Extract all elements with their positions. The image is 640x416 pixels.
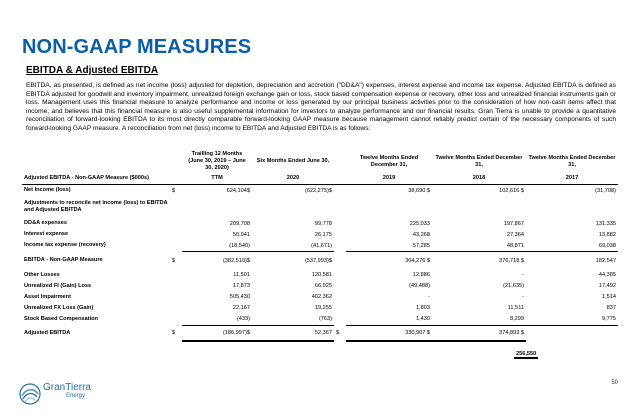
cell-2018: 376,718 $ — [499, 257, 524, 264]
cell-2017: 837 — [606, 305, 616, 311]
table-row — [22, 270, 618, 281]
logo-swirl-icon — [18, 382, 42, 406]
cell-2020: 52,367 — [252, 325, 334, 341]
row-label: DD&A expenses — [24, 220, 68, 226]
column-header-2018: Twelve Months Ended December 31, — [435, 154, 523, 168]
table-row — [22, 229, 618, 240]
cell-2019: 1,803 — [416, 305, 430, 311]
cell-2019: 330,907 $ — [346, 325, 432, 341]
cell-2017: 44,385 — [598, 272, 616, 278]
table-row — [22, 325, 618, 341]
cell-ttm: 11,501 — [233, 272, 250, 278]
cell-2018: (21,635) — [503, 283, 524, 289]
period-2020: 2020 — [286, 175, 300, 181]
row-label: EBITDA - Non-GAAP Measure — [24, 257, 103, 263]
cell-2019: 38,690 $ — [408, 187, 430, 194]
cell-2019: 43,268 — [412, 231, 430, 238]
row-label: Adjusted EBITDA — [24, 329, 71, 336]
column-header-row — [22, 151, 618, 172]
currency-symbol: $ — [336, 330, 340, 336]
cell-ttm: 50,941 — [232, 231, 250, 238]
cell-2018: 27,364 — [506, 231, 524, 238]
cell-2017: (31,708) — [595, 187, 616, 194]
cell-ttm: (382,510)$ — [222, 257, 250, 264]
row-label: Stock Based Compensation — [24, 315, 98, 322]
cell-2018: - — [522, 272, 524, 278]
cell-2018: 11,511 — [507, 305, 524, 311]
slide-title: NON-GAAP MEASURES — [22, 36, 252, 58]
cell-2020: 99,778 — [314, 220, 332, 227]
adjusted-ebitda-2017-value: 256,550 — [516, 351, 537, 357]
cell-2017: 17,492 — [598, 283, 616, 289]
row-label: Unrealized FI (Gain) Loss — [24, 282, 92, 289]
period-ttm: TTM — [211, 175, 223, 181]
cell-2020: (537,993)$ — [304, 257, 332, 264]
cell-2019: 12,886 — [412, 272, 430, 278]
table-row — [22, 240, 618, 252]
cell-2017: 131,335 — [595, 220, 616, 227]
cell-ttm: (18,540) — [182, 240, 252, 252]
cell-2018: 8,299 — [432, 314, 526, 326]
cell-2020: 26,175 — [314, 231, 332, 238]
cell-ttm: (433) — [182, 314, 252, 326]
cell-2017: 9,775 — [526, 314, 618, 326]
cell-2020: (622,275)$ — [304, 187, 332, 194]
cell-ttm: 505,430 — [229, 294, 250, 300]
row-label: Income tax expense (recovery) — [24, 242, 106, 249]
cell-ttm: 209,708 — [229, 220, 250, 227]
cell-2018: 102,616 $ — [499, 187, 524, 194]
currency-symbol: $ — [172, 257, 176, 264]
table-row — [22, 303, 618, 314]
gran-tierra-logo — [18, 382, 98, 408]
cell-ttm: 22,167 — [232, 305, 250, 311]
row-label: Other Losses — [24, 271, 60, 278]
cell-2019: 1,430 — [346, 314, 432, 326]
cell-2017 — [526, 325, 618, 341]
currency-symbol: $ — [172, 330, 176, 336]
cell-2017: 13,882 — [598, 231, 616, 238]
measure-label: Adjusted EBITDA - Non-GAAP Measure ($000s) — [24, 174, 149, 181]
row-label: Unrealized FX Loss (Gain) — [24, 304, 94, 311]
cell-2019: (49,488) — [409, 283, 430, 289]
row-label: Net Income (loss) — [24, 187, 71, 193]
table-row — [22, 314, 618, 326]
cell-2020: 66,925 — [314, 283, 332, 289]
column-header-six-months: Six Months Ended June 30, — [256, 158, 330, 164]
cell-2019: 57,285 — [346, 240, 432, 252]
period-2017: 2017 — [565, 175, 579, 181]
cell-2019: 225,033 — [409, 220, 430, 227]
cell-2020: 120,581 — [311, 272, 332, 278]
column-header-2019: Twelve Months Ended December 31, — [359, 154, 419, 168]
column-header-ttm: Trailling 12 Months (June 30, 2019 – June 30, 2020) — [188, 151, 246, 171]
cell-ttm: 17,873 — [232, 283, 250, 289]
logo-name: GranTierra — [43, 382, 91, 393]
cell-2018: 48,871 — [432, 240, 526, 252]
table-row — [22, 292, 618, 303]
cell-2020: 19,255 — [314, 305, 332, 311]
period-header-row — [22, 172, 618, 185]
column-header-2017: Twelve Months Ended December 31, — [528, 154, 616, 168]
table-row — [22, 281, 618, 292]
ebitda-reconciliation-table — [22, 151, 618, 342]
table-row — [22, 185, 618, 197]
row-label: Asset Impairment — [24, 293, 71, 300]
logo-subtitle: Energy — [66, 393, 86, 399]
table-row — [22, 252, 618, 270]
cell-2017: 1,514 — [602, 294, 616, 300]
cell-2019: 364,276 $ — [405, 257, 430, 264]
cell-ttm: (186,997)$ — [182, 325, 252, 341]
period-2019: 2019 — [382, 175, 396, 181]
row-label: Adjustments to reconcile net income (loss) to EBITDA and Adjusted EBITDA — [24, 200, 168, 213]
cell-ttm: 624,104$ — [226, 187, 250, 194]
cell-2018: - — [522, 294, 524, 300]
cell-2020: (763) — [252, 314, 334, 326]
cell-2019: - — [428, 294, 430, 300]
page-number: 50 — [611, 380, 618, 386]
cell-2017: 182,547 — [595, 257, 616, 264]
cell-2020: 402,362 — [311, 294, 332, 300]
section-subtitle: EBITDA & Adjusted EBITDA — [26, 65, 159, 76]
cell-2017: 69,038 — [526, 240, 618, 252]
currency-symbol: $ — [172, 187, 176, 194]
cell-2018: 374,893 $ — [432, 325, 526, 341]
table-row — [22, 218, 618, 229]
row-label: Interest expense — [24, 231, 69, 237]
table-row — [22, 196, 618, 218]
cell-2018: 197,867 — [503, 220, 524, 227]
cell-2020: (41,671) — [252, 240, 334, 252]
definition-paragraph: EBITDA, as presented, is defined as net income (loss) adjusted for depletion, depreciation and accretion ("DD&A") expenses, interest expense and income tax expense. Adjusted EBITDA is defined as EBITDA adjusted for goodwill and inventory impairment, unrealized foreign exchange gain or loss, stock based compensation expense or recovery, other loss and unrealized financial instruments gain or loss. Management uses this financial measure to analyze performance and income or loss generated by our principal business activities prior to the consideration of how non-cash items affect that income, and believes that this financial measure is also useful supplemental information for investors to analyze performance and our financial results. Gran Tierra is unable to provide a quantitative reconciliation of forward-looking EBITDA to its most directly comparable forward-looking GAAP measure because management cannot reliably predict certain of the necessary components of such forward-looking GAAP measure. A reconciliation from net (loss) income to EBITDA and Adjusted EBITDA is as follows: — [26, 82, 616, 132]
period-2018: 2018 — [472, 175, 486, 181]
